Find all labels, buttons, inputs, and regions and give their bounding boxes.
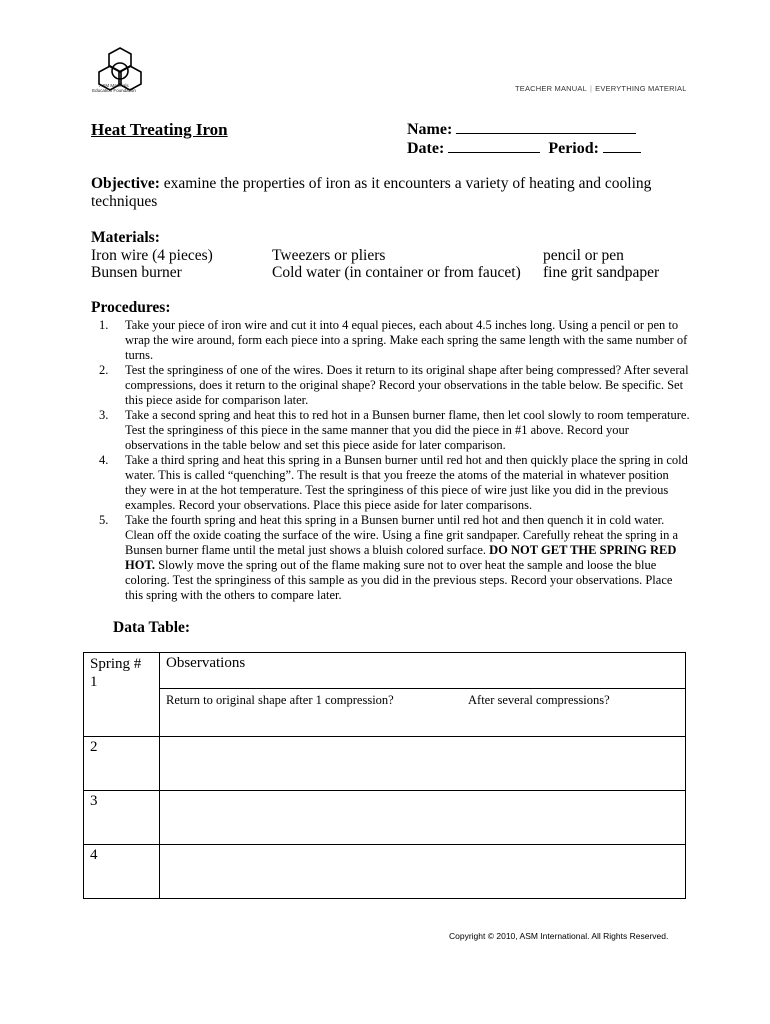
step-number: 2. bbox=[99, 363, 109, 377]
spring-column-header: Spring # bbox=[90, 656, 142, 672]
table-row bbox=[84, 845, 686, 899]
row-number: 3 bbox=[90, 793, 98, 809]
observations-column-header: Observations bbox=[166, 655, 246, 671]
procedure-step bbox=[91, 318, 691, 363]
observation-cell[interactable] bbox=[160, 845, 686, 899]
observation-cell[interactable] bbox=[160, 689, 463, 737]
material-item: Iron wire (4 pieces) bbox=[91, 247, 213, 264]
date-blank[interactable] bbox=[448, 140, 540, 153]
step-text: Take the fourth spring and heat this spring in a Bunsen burner until red hot and then quench it in cold water. Clean off the oxide coating the surface of the wire. Using a fine grit sandpaper. Carefully reheat the spring in a Bunsen burner flame until the metal just shows a bluish colored surface. bbox=[125, 513, 679, 557]
row-number-cell bbox=[84, 737, 160, 791]
data-table-heading: Data Table: bbox=[113, 619, 191, 636]
step-number: 3. bbox=[99, 408, 109, 422]
name-blank[interactable] bbox=[456, 121, 636, 134]
row-number: 1 bbox=[90, 674, 98, 690]
observation-cell[interactable] bbox=[160, 791, 686, 845]
procedures-heading: Procedures: bbox=[91, 299, 171, 316]
table-row bbox=[84, 791, 686, 845]
step-number: 5. bbox=[99, 513, 109, 527]
period-label: Period: bbox=[548, 140, 599, 157]
step-text: Take a second spring and heat this to red hot in a Bunsen burner flame, then let cool slowly to room temperature. Test the springiness of this piece in the same manner that you did the piece in #1 above. Record your observations in the table below and set this piece aside for later comparison. bbox=[125, 408, 690, 452]
series-separator: | bbox=[589, 84, 593, 93]
table-header-row bbox=[84, 653, 686, 689]
procedures-list bbox=[91, 318, 691, 603]
procedure-step bbox=[91, 453, 691, 513]
objective-text: examine the properties of iron as it encounters a variety of heating and cooling techniques bbox=[91, 175, 652, 210]
step-text-continued: Slowly move the spring out of the flame making sure not to over heat the sample and loose the blue coloring. Test the springiness of this sample as you did in the previous steps. Record your observations. Place this spring with the others to compare later. bbox=[125, 558, 673, 602]
row-number-cell bbox=[84, 845, 160, 899]
observations-header-cell bbox=[160, 653, 686, 689]
material-item: Cold water (in container or from faucet) bbox=[272, 264, 521, 281]
table-row bbox=[84, 737, 686, 791]
procedure-step bbox=[91, 408, 691, 453]
table-row bbox=[84, 689, 686, 737]
objective-label: Objective: bbox=[91, 175, 160, 192]
series-right: EVERYTHING MATERIAL bbox=[595, 84, 687, 93]
copyright-footer: Copyright © 2010, ASM International. All Rights Reserved. bbox=[449, 931, 669, 941]
data-table bbox=[83, 652, 686, 899]
return-once-label: Return to original shape after 1 compression? bbox=[166, 693, 394, 707]
procedure-step bbox=[91, 363, 691, 408]
procedure-step bbox=[91, 513, 691, 603]
row-number-cell bbox=[84, 791, 160, 845]
material-item: fine grit sandpaper bbox=[543, 264, 660, 281]
name-field[interactable] bbox=[407, 121, 636, 139]
period-blank[interactable] bbox=[603, 140, 641, 153]
materials-heading: Materials: bbox=[91, 229, 160, 246]
step-number: 1. bbox=[99, 318, 109, 332]
several-compressions-label: After several compressions? bbox=[468, 693, 610, 707]
date-period-field[interactable] bbox=[407, 140, 641, 158]
step-warning: DO NOT GET THE SPRING RED HOT. bbox=[125, 543, 677, 572]
series-label bbox=[515, 84, 687, 93]
row-number: 4 bbox=[90, 847, 98, 863]
material-item: Bunsen burner bbox=[91, 264, 182, 281]
material-item: pencil or pen bbox=[543, 247, 624, 264]
material-item: Tweezers or pliers bbox=[272, 247, 386, 264]
page-title: Heat Treating Iron bbox=[91, 120, 228, 139]
series-left: TEACHER MANUAL bbox=[515, 84, 587, 93]
step-text: Test the springiness of one of the wires. Does it return to its original shape after being compressed? After several compressions, does it return to the original shape? Record your observations in the table below. Be specific. Set this piece aside for comparison later. bbox=[125, 363, 689, 407]
observation-cell[interactable] bbox=[160, 737, 686, 791]
row-number: 2 bbox=[90, 739, 98, 755]
step-number: 4. bbox=[99, 453, 109, 467]
logo-text bbox=[88, 83, 140, 93]
objective bbox=[91, 175, 671, 211]
name-label: Name: bbox=[407, 121, 453, 138]
logo-text-line1: ASM Materials bbox=[99, 83, 129, 88]
spring-header-cell bbox=[84, 653, 160, 737]
observation-cell[interactable] bbox=[462, 689, 686, 737]
step-text: Take your piece of iron wire and cut it into 4 equal pieces, each about 4.5 inches long. Using a pencil or pen to wrap the wire around, form each piece into a spring. Make each spring the same length with the same number of turns. bbox=[125, 318, 688, 362]
logo-text-line2: Education Foundation bbox=[92, 88, 136, 93]
date-label: Date: bbox=[407, 140, 445, 157]
step-text: Take a third spring and heat this spring in a Bunsen burner until red hot and then quickly place the spring in cold water. This is called “quenching”. The result is that you freeze the atoms of the material in whatever position they were in at the hot temperature. Test the springiness of this piece of wire just like you did in the previous examples. Record your observations. Place this piece aside for later comparisons. bbox=[125, 453, 688, 512]
